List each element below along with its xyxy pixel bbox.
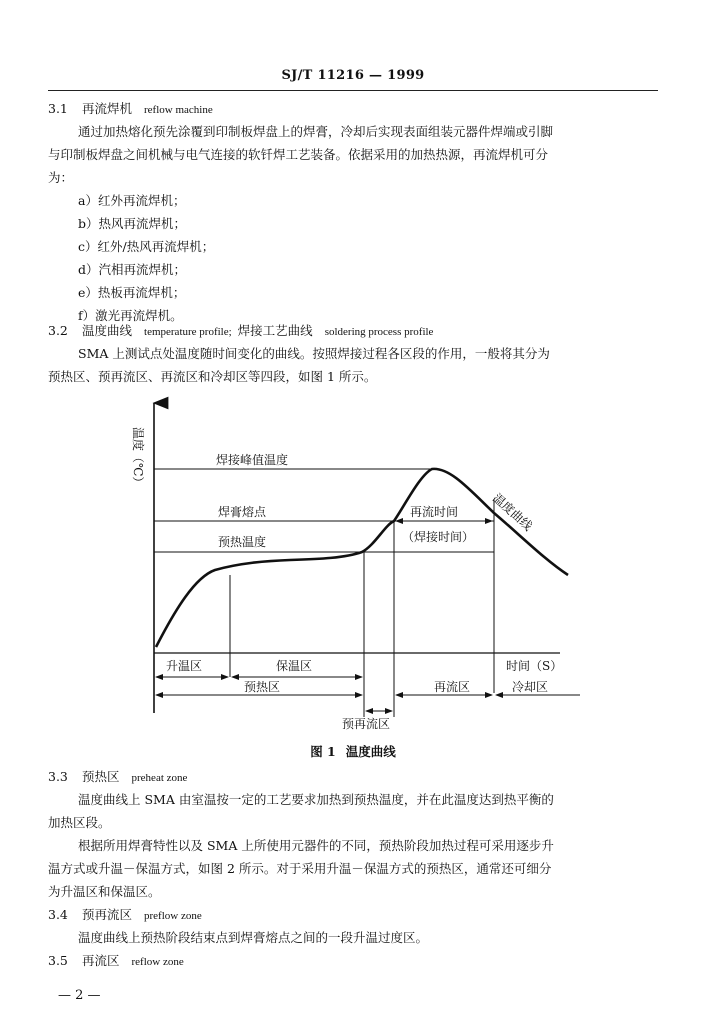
prereflow-zone-label: 预再流区 bbox=[342, 717, 391, 731]
section-title-en: reflow machine bbox=[144, 104, 213, 116]
list-item: b）热风再流焊机； bbox=[78, 216, 187, 231]
section-number: 3.5 bbox=[48, 953, 68, 968]
section-3-2-heading bbox=[48, 322, 433, 341]
preheat-zone-label: 预热区 bbox=[244, 680, 281, 694]
section-title-en: preheat zone bbox=[131, 772, 188, 784]
paragraph-line: 与印制板焊盘之间机械与电气连接的软钎焊工艺装备。依据采用的加热热源，再流焊机可分 bbox=[48, 147, 549, 162]
section-number: 3.2 bbox=[48, 323, 68, 338]
paragraph-line: 为： bbox=[48, 170, 74, 185]
paragraph-line: 为升温区和保温区。 bbox=[48, 884, 161, 899]
section-title-cn: 再流区 bbox=[82, 953, 120, 968]
section-title-cn: 温度曲线 bbox=[82, 323, 133, 338]
paragraph-line: 通过加热熔化预先涂覆到印制板焊盘上的焊膏，冷却后实现表面组装元器件焊端或引脚 bbox=[78, 124, 554, 139]
melt-point-label: 焊膏熔点 bbox=[218, 505, 267, 519]
page-number: — 2 — bbox=[58, 988, 101, 1003]
paragraph-line: 温方式或升温－保温方式，如图 2 所示。对于采用升温－保温方式的预热区，通常还可细分 bbox=[48, 861, 552, 876]
section-3-5-heading bbox=[48, 952, 184, 971]
standard-code-header: SJ/T 11216 — 1999 bbox=[281, 68, 425, 83]
temperature-profile-diagram bbox=[0, 395, 706, 735]
curve-label: 温度曲线 bbox=[489, 490, 536, 534]
list-item: a）红外再流焊机； bbox=[78, 193, 186, 208]
figure-title: 温度曲线 bbox=[345, 744, 396, 759]
section-number: 3.1 bbox=[48, 101, 68, 116]
soldering-time-label: （焊接时间） bbox=[402, 530, 475, 544]
section-number: 3.4 bbox=[48, 907, 68, 922]
peak-temp-label: 焊接峰值温度 bbox=[216, 453, 289, 467]
section-title-cn: 预再流区 bbox=[82, 907, 133, 922]
section-title-en: preflow zone bbox=[144, 910, 202, 922]
paragraph-line: 温度曲线上预热阶段结束点到焊膏熔点之间的一段升温过度区。 bbox=[78, 930, 429, 945]
section-title-en-alt: soldering process profile bbox=[324, 326, 434, 338]
cooling-zone-label: 冷却区 bbox=[512, 680, 549, 694]
section-3-3-heading bbox=[48, 768, 187, 787]
paragraph-line: SMA 上测试点处温度随时间变化的曲线。按照焊接过程各区段的作用，一般将其分为 bbox=[78, 346, 550, 361]
y-axis-label: 温度（℃） bbox=[131, 427, 145, 489]
section-title-en: reflow zone bbox=[131, 956, 184, 968]
section-3-4-heading bbox=[48, 906, 202, 925]
list-item: d）汽相再流焊机； bbox=[78, 262, 187, 277]
temperature-curve bbox=[156, 469, 568, 647]
paragraph-line: 根据所用焊膏特性以及 SMA 上所使用元器件的不同，预热阶段加热过程可采用逐步升 bbox=[78, 838, 554, 853]
ramp-zone-label: 升温区 bbox=[166, 659, 203, 673]
figure-number: 图 1 bbox=[310, 744, 336, 759]
section-title-cn-alt: 焊接工艺曲线 bbox=[237, 323, 313, 338]
reflow-zone-label: 再流区 bbox=[434, 680, 471, 694]
time-axis-label: 时间（S） bbox=[506, 659, 563, 673]
paragraph-line: 预热区、预再流区、再流区和冷却区等四段，如图 1 所示。 bbox=[48, 369, 377, 384]
paragraph-line: 加热区段。 bbox=[48, 815, 111, 830]
preheat-temp-label: 预热温度 bbox=[218, 535, 267, 549]
section-title-en: temperature profile; bbox=[144, 326, 232, 338]
header-rule bbox=[48, 90, 658, 91]
paragraph-line: 温度曲线上 SMA 由室温按一定的工艺要求加热到预热温度，并在此温度达到热平衡的 bbox=[78, 792, 554, 807]
section-3-1-heading bbox=[48, 100, 213, 119]
section-title-cn: 再流焊机 bbox=[82, 101, 133, 116]
list-item: f）激光再流焊机。 bbox=[78, 308, 183, 323]
section-number: 3.3 bbox=[48, 769, 68, 784]
reflow-time-label: 再流时间 bbox=[410, 505, 459, 519]
section-title-cn: 预热区 bbox=[82, 769, 120, 784]
figure-caption bbox=[0, 742, 706, 760]
list-item: c）红外/热风再流焊机； bbox=[78, 239, 215, 254]
soak-zone-label: 保温区 bbox=[276, 659, 313, 673]
list-item: e）热板再流焊机； bbox=[78, 285, 186, 300]
